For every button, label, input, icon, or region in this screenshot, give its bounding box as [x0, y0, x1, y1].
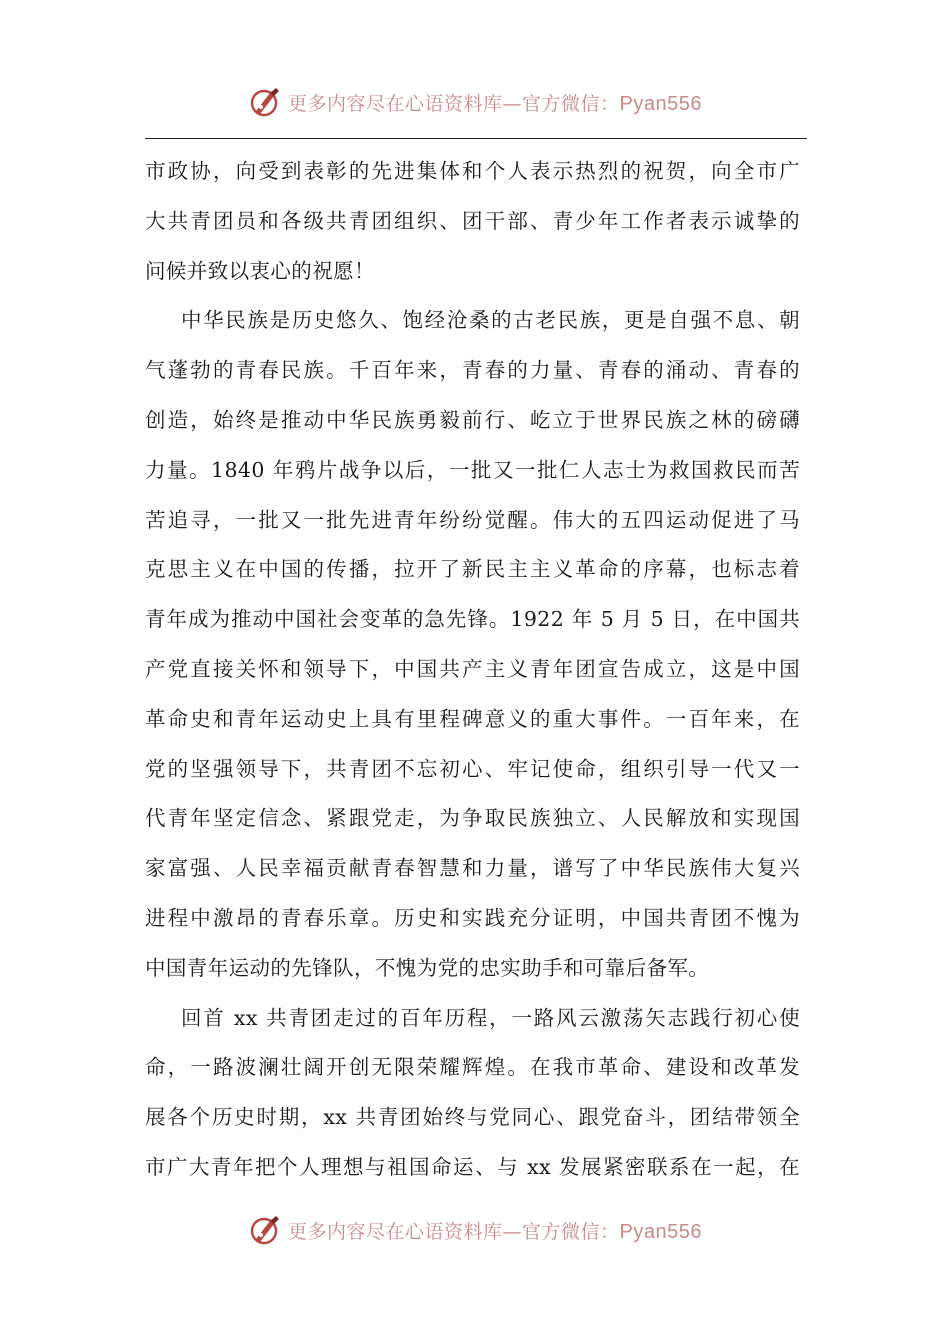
body-line: 代青年坚定信念、紧跟党走，为争取民族独立、人民解放和实现国 [145, 806, 800, 831]
body-line: 市政协，向受到表彰的先进集体和个人表示热烈的祝贺，向全市广 [145, 159, 800, 183]
header-divider [145, 138, 807, 139]
body-line: 创造，始终是推动中华民族勇毅前行、屹立于世界民族之林的磅礴 [145, 407, 800, 432]
pen-logo-icon [248, 1213, 282, 1247]
body-line: 市广大青年把个人理想与祖国命运、与 xx 发展紧密联系在一起，在 [145, 1154, 800, 1179]
body-line: 展各个历史时期，xx 共青团始终与党同心、跟党奋斗，团结带领全 [145, 1105, 800, 1130]
pen-logo-icon [248, 85, 282, 119]
footer-wechat-id: Pyan556 [619, 1220, 702, 1243]
body-line: 问候并致以衷心的祝愿！ [145, 258, 375, 283]
body-line: 苦追寻，一批又一批先进青年纷纷觉醒。伟大的五四运动促进了马 [145, 507, 800, 532]
body-line: 克思主义在中国的传播，拉开了新民主主义革命的序幕，也标志着 [145, 557, 800, 582]
footer-banner [0, 1208, 950, 1252]
header-wechat-id: Pyan556 [619, 92, 702, 115]
header-banner-text [288, 89, 702, 116]
body-line: 回首 xx 共青团走过的百年历程，一路风云激荡矢志践行初心使 [181, 1005, 800, 1030]
body-line: 中国青年运动的先锋队，不愧为党的忠实助手和可靠后备军。 [145, 955, 710, 980]
body-line: 产党直接关怀和领导下，中国共产主义青年团宣告成立，这是中国 [145, 656, 800, 681]
body-line: 进程中激昂的青春乐章。历史和实践充分证明，中国共青团不愧为 [145, 905, 800, 930]
body-line: 中华民族是历史悠久、饱经沧桑的古老民族，更是自强不息、朝 [181, 308, 800, 333]
header-banner-label: 更多内容尽在心语资料库—官方微信： [288, 92, 620, 115]
document-body [145, 147, 800, 1193]
body-line: 家富强、人民幸福贡献青春智慧和力量，谱写了中华民族伟大复兴 [145, 856, 800, 881]
footer-banner-text [288, 1217, 702, 1244]
header-banner [0, 80, 950, 124]
body-line: 青年成为推动中国社会变革的急先锋。1922 年 5 月 5 日，在中国共 [145, 607, 800, 632]
body-line: 命，一路波澜壮阔开创无限荣耀辉煌。在我市革命、建设和改革发 [145, 1055, 800, 1080]
body-line: 革命史和青年运动史上具有里程碑意义的重大事件。一百年来，在 [145, 706, 800, 731]
body-line: 力量。1840 年鸦片战争以后，一批又一批仁人志士为救国救民而苦 [145, 457, 800, 482]
body-line: 大共青团员和各级共青团组织、团干部、青少年工作者表示诚挚的 [145, 208, 800, 233]
body-line: 党的坚强领导下，共青团不忘初心、牢记使命，组织引导一代又一 [145, 756, 800, 781]
body-line: 气蓬勃的青春民族。千百年来，青春的力量、青春的涌动、青春的 [145, 358, 800, 383]
footer-banner-label: 更多内容尽在心语资料库—官方微信： [288, 1220, 620, 1243]
